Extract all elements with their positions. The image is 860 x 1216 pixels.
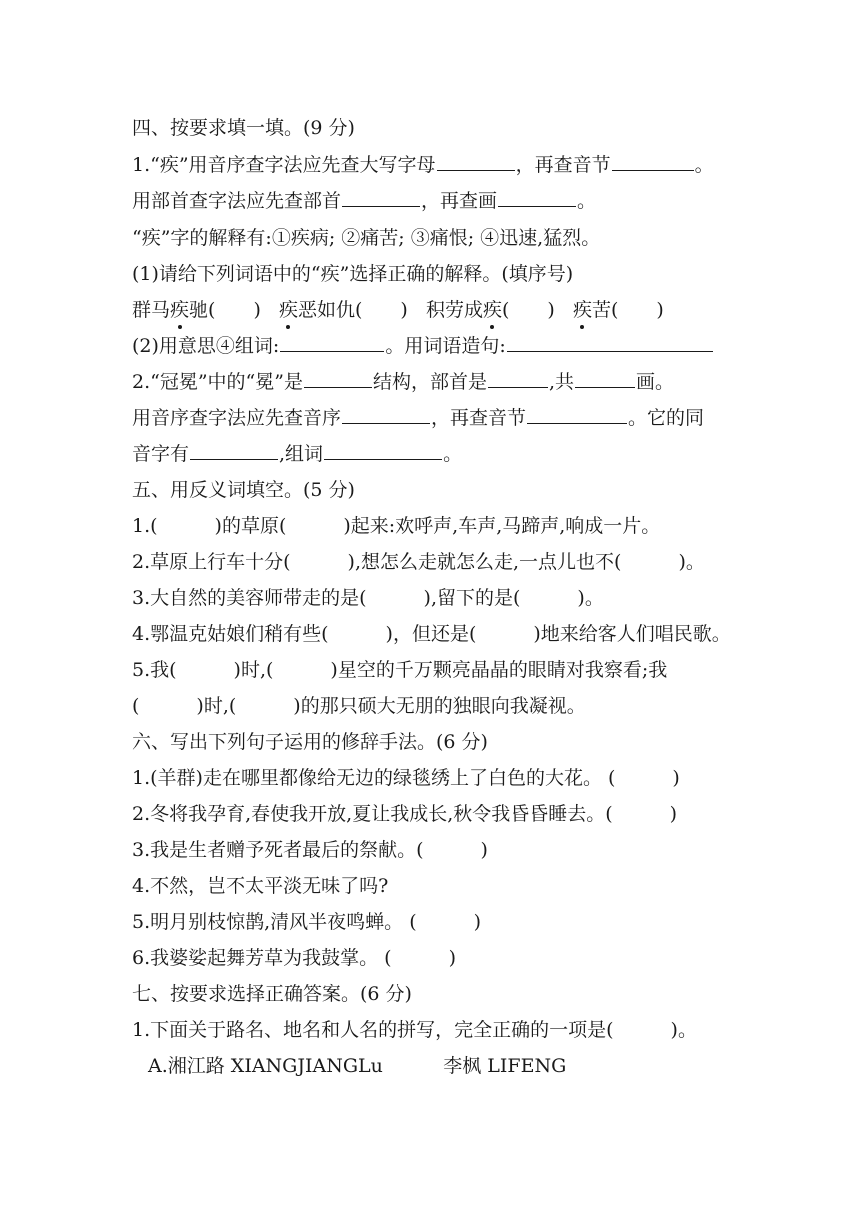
answer-blank[interactable] [304,369,372,388]
s6-item-1[interactable]: 1.(羊群)走在哪里都像给无边的绿毯绣上了白色的大花。 ( ) [132,767,680,789]
answer-blank[interactable] [498,188,576,207]
answer-blank[interactable] [280,333,384,352]
s5-item-2[interactable]: 2.草原上行车十分( ),想怎么走就怎么走,一点儿也不( )。 [132,551,705,573]
s5-item-4[interactable]: 4.鄂温克姑娘们稍有些( )，但还是( )地来给客人们唱民歌。 [132,623,731,645]
s7-question-1[interactable]: 1.下面关于路名、地名和人名的拼写，完全正确的一项是( )。 [132,1019,697,1041]
s4-line-4: (1)请给下列词语中的“疾”选择正确的解释。(填序号) [132,263,574,285]
word-1: 群马疾驰( ) [132,299,261,321]
s4-word-list [132,297,664,323]
s6-item-4: 4.不然，岂不太平淡无味了吗? [132,875,389,897]
answer-blank[interactable] [342,188,420,207]
emphasis-dot-char: 疾 [278,299,298,321]
answer-blank[interactable] [488,369,548,388]
word-4: 疾苦( ) [572,299,664,321]
word-2: 疾恶如仇( ) [278,299,408,321]
s4-line-6: (2)用意思④组词: 。用词语造句: [132,333,714,359]
emphasis-dot-char: 疾 [482,299,502,321]
emphasis-dot-char: 疾 [572,299,592,321]
answer-blank[interactable] [612,152,694,171]
answer-blank[interactable] [190,441,278,460]
emphasis-dot-char: 疾 [170,299,190,321]
s4-line-7: 2.“冠冕”中的“冕”是 结构，部首是 ,共 画。 [132,371,675,393]
s5-item-5-cont[interactable]: ( )时,( )的那只硕大无朋的独眼向我凝视。 [132,695,586,717]
answer-blank[interactable] [507,333,713,352]
word-3: 积劳成疾( ) [425,299,555,321]
s6-item-2[interactable]: 2.冬将我孕育,春使我开放,夏让我成长,秋令我昏昏睡去。( ) [132,803,678,825]
section-5-title: 五、用反义词填空。(5 分) [132,479,355,501]
s5-item-5[interactable]: 5.我( )时,( )星空的千万颗亮晶晶的眼睛对我察看;我 [132,659,668,681]
answer-blank[interactable] [527,405,627,424]
s7-option-a[interactable]: A.湘江路 XIANGJIANGLu 李枫 LIFENG [148,1055,567,1077]
s6-item-3[interactable]: 3.我是生者赠予死者最后的祭献。( ) [132,839,488,861]
s4-line-2: 用部首查字法应先查部首 ，再查画 。 [132,190,597,212]
answer-blank[interactable] [324,441,442,460]
answer-blank[interactable] [342,405,430,424]
s6-item-6[interactable]: 6.我婆娑起舞芳草为我鼓掌。 ( ) [132,947,456,969]
section-4-title: 四、按要求填一填。(9 分) [132,117,355,139]
s5-item-1[interactable]: 1.( )的草原( )起来:欢呼声,车声,马蹄声,响成一片。 [132,515,661,537]
s6-item-5[interactable]: 5.明月别枝惊鹊,清风半夜鸣蝉。 ( ) [132,911,482,933]
s4-line-1: 1.“疾”用音序查字法应先查大写字母 ，再查音节 。 [132,154,714,176]
section-6-title: 六、写出下列句子运用的修辞手法。(6 分) [132,731,488,753]
s4-line-9: 音字有 ,组词 。 [132,443,463,465]
s4-line-8: 用音序查字法应先查音序 ，再查音节 。它的同 [132,407,705,429]
s5-item-3[interactable]: 3.大自然的美容师带走的是( ),留下的是( )。 [132,587,604,609]
s4-line-3: “疾”字的解释有:①疾病; ②痛苦; ③痛恨; ④迅速,猛烈。 [132,227,601,249]
section-7-title: 七、按要求选择正确答案。(6 分) [132,983,412,1005]
answer-blank[interactable] [437,152,515,171]
answer-blank[interactable] [575,369,635,388]
